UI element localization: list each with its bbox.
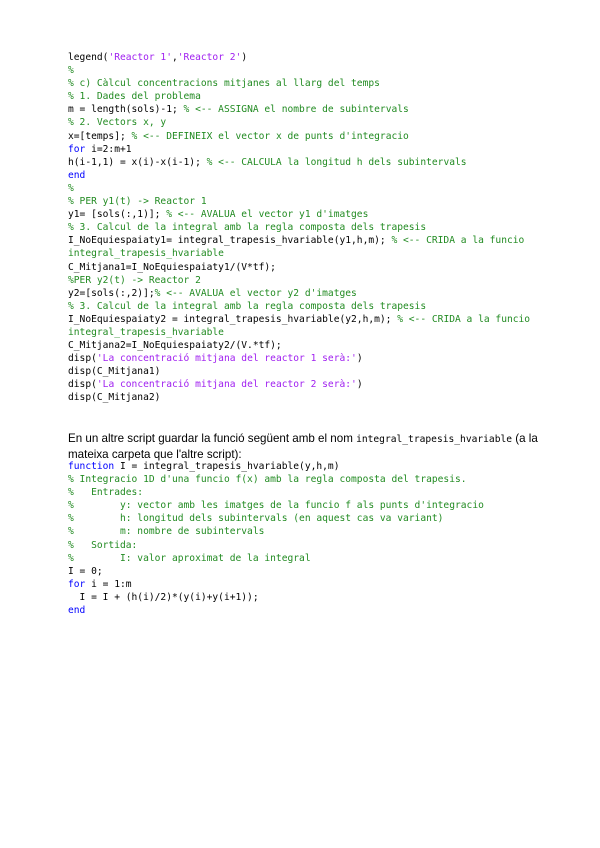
code-text: I_NoEquiespaiaty1= integral_trapesis_hvariable(y1,h,m); [68,235,392,247]
code-line [68,604,484,617]
code-text: i = 1:m [85,578,132,590]
code-comment: % [68,182,74,194]
code-line [68,103,530,116]
code-line [68,578,484,591]
code-text: disp(C_Mitjana2) [68,392,161,404]
code-comment: % y: vector amb les imatges de la funcio f als punts d'integracio [68,500,484,512]
code-line [68,539,484,552]
code-line [68,591,484,604]
code-text: C_Mitjana1=I_NoEquiespaiaty1/(V*tf); [68,261,276,273]
code-text: I = 0; [68,565,103,577]
code-line [68,499,484,512]
code-line [68,565,484,578]
code-text: disp(C_Mitjana1) [68,366,161,378]
code-text: disp( [68,353,97,365]
code-line [68,352,530,365]
code-line [68,274,530,287]
code-text: y2=[sols(:,2)]; [68,287,155,299]
code-line [68,221,530,234]
code-comment: % 1. Dades del problema [68,91,201,103]
code-line [68,339,530,352]
code-text: ) [356,379,363,391]
code-line [68,486,484,499]
code-line [68,64,530,77]
code-line [68,195,530,208]
code-comment: % h: longitud dels subintervals (en aquest cas va variant) [68,513,444,525]
matlab-function-code-block [68,460,484,617]
code-line [68,247,530,260]
code-line [68,130,530,143]
matlab-script-code-block [68,51,530,405]
code-line [68,552,484,565]
code-line [68,90,530,103]
code-keyword: end [68,169,86,181]
code-text: h(i-1,1) = x(i)-x(i-1); [68,156,207,168]
code-line [68,143,530,156]
code-comment: % [68,65,74,77]
code-string: 'Reactor 2' [177,52,242,63]
code-comment: % 3. Calcul de la integral amb la regla composta dels trapesis [68,222,427,234]
code-comment: % c) Càlcul concentracions mitjanes al llarg del temps [68,78,380,90]
code-text: ) [241,52,248,63]
code-line [68,208,530,221]
code-line [68,365,530,378]
code-line [68,391,530,404]
code-line [68,525,484,538]
code-line [68,473,484,486]
instruction-paragraph [68,431,548,462]
code-string: 'La concentració mitjana del reactor 2 serà:' [96,379,357,391]
code-text: I = integral_trapesis_hvariable(y,h,m) [114,461,340,472]
code-text: C_Mitjana2=I_NoEquiespaiaty2/(V.*tf); [68,340,282,352]
code-line [68,378,530,391]
code-line [68,77,530,90]
code-line [68,234,530,247]
code-comment: % I: valor aproximat de la integral [68,552,311,564]
code-comment: % <-- DEFINEIX el vector x de punts d'integracio [131,130,409,142]
code-line [68,156,530,169]
code-comment: % <-- CRIDA a la funcio [397,313,531,325]
code-line [68,326,530,339]
code-comment: % m: nombre de subintervals [68,526,265,538]
code-line [68,261,530,274]
code-line [68,512,484,525]
code-comment: % <-- ASSIGNA el nombre de subintervals [183,104,409,116]
code-text: y1= [sols(:,1)]; [68,209,167,221]
code-line [68,116,530,129]
code-comment: % <-- AVALUA el vector y2 d'imatges [154,287,357,299]
code-comment: % <-- CRIDA a la funcio [391,235,525,247]
code-text: I = I + (h(i)/2)*(y(i)+y(i+1)); [68,591,259,603]
code-comment: % 2. Vectors x, y [68,117,167,129]
code-line [68,287,530,300]
code-comment: % <-- AVALUA el vector y1 d'imatges [166,209,369,221]
code-text: , [171,52,178,63]
code-text: legend( [68,52,109,63]
code-comment: % Entrades: [68,487,144,499]
code-keyword: for [68,578,86,590]
code-line [68,460,484,473]
code-comment: % PER y1(t) -> Reactor 1 [68,196,207,208]
code-line [68,169,530,182]
instruction-text-after: (a la mateixa carpeta que l'altre script): [68,432,538,461]
code-comment: % Integracio 1D d'una funcio f(x) amb la regla composta del trapesis. [68,474,467,486]
code-line [68,300,530,313]
code-comment: %PER y2(t) -> Reactor 2 [68,274,201,286]
code-comment: % 3. Calcul de la integral amb la regla composta dels trapesis [68,300,427,312]
code-keyword: end [68,605,86,617]
code-comment: integral_trapesis_hvariable [68,248,224,260]
code-text: disp( [68,379,97,391]
code-keyword: function [68,461,115,472]
code-keyword: for [68,143,86,155]
code-text: ) [356,353,363,365]
code-line [68,51,530,64]
code-text: i=2:m+1 [85,143,132,155]
code-string: 'Reactor 1' [108,52,172,63]
code-comment: % Sortida: [68,539,138,551]
code-text: I_NoEquiespaiaty2 = integral_trapesis_hvariable(y2,h,m); [68,313,398,325]
code-comment: % <-- CALCULA la longitud h dels subintervals [206,156,467,168]
instruction-text-before: En un altre script guardar la funció següent amb el nom [68,432,357,445]
code-text: m = length(sols)-1; [68,104,184,116]
function-name-inline-code: integral_trapesis_hvariable [356,434,513,445]
code-string: 'La concentració mitjana del reactor 1 serà:' [96,353,357,365]
code-line [68,313,530,326]
code-comment: integral_trapesis_hvariable [68,326,224,338]
code-line [68,182,530,195]
code-text: x=[temps]; [68,130,132,142]
